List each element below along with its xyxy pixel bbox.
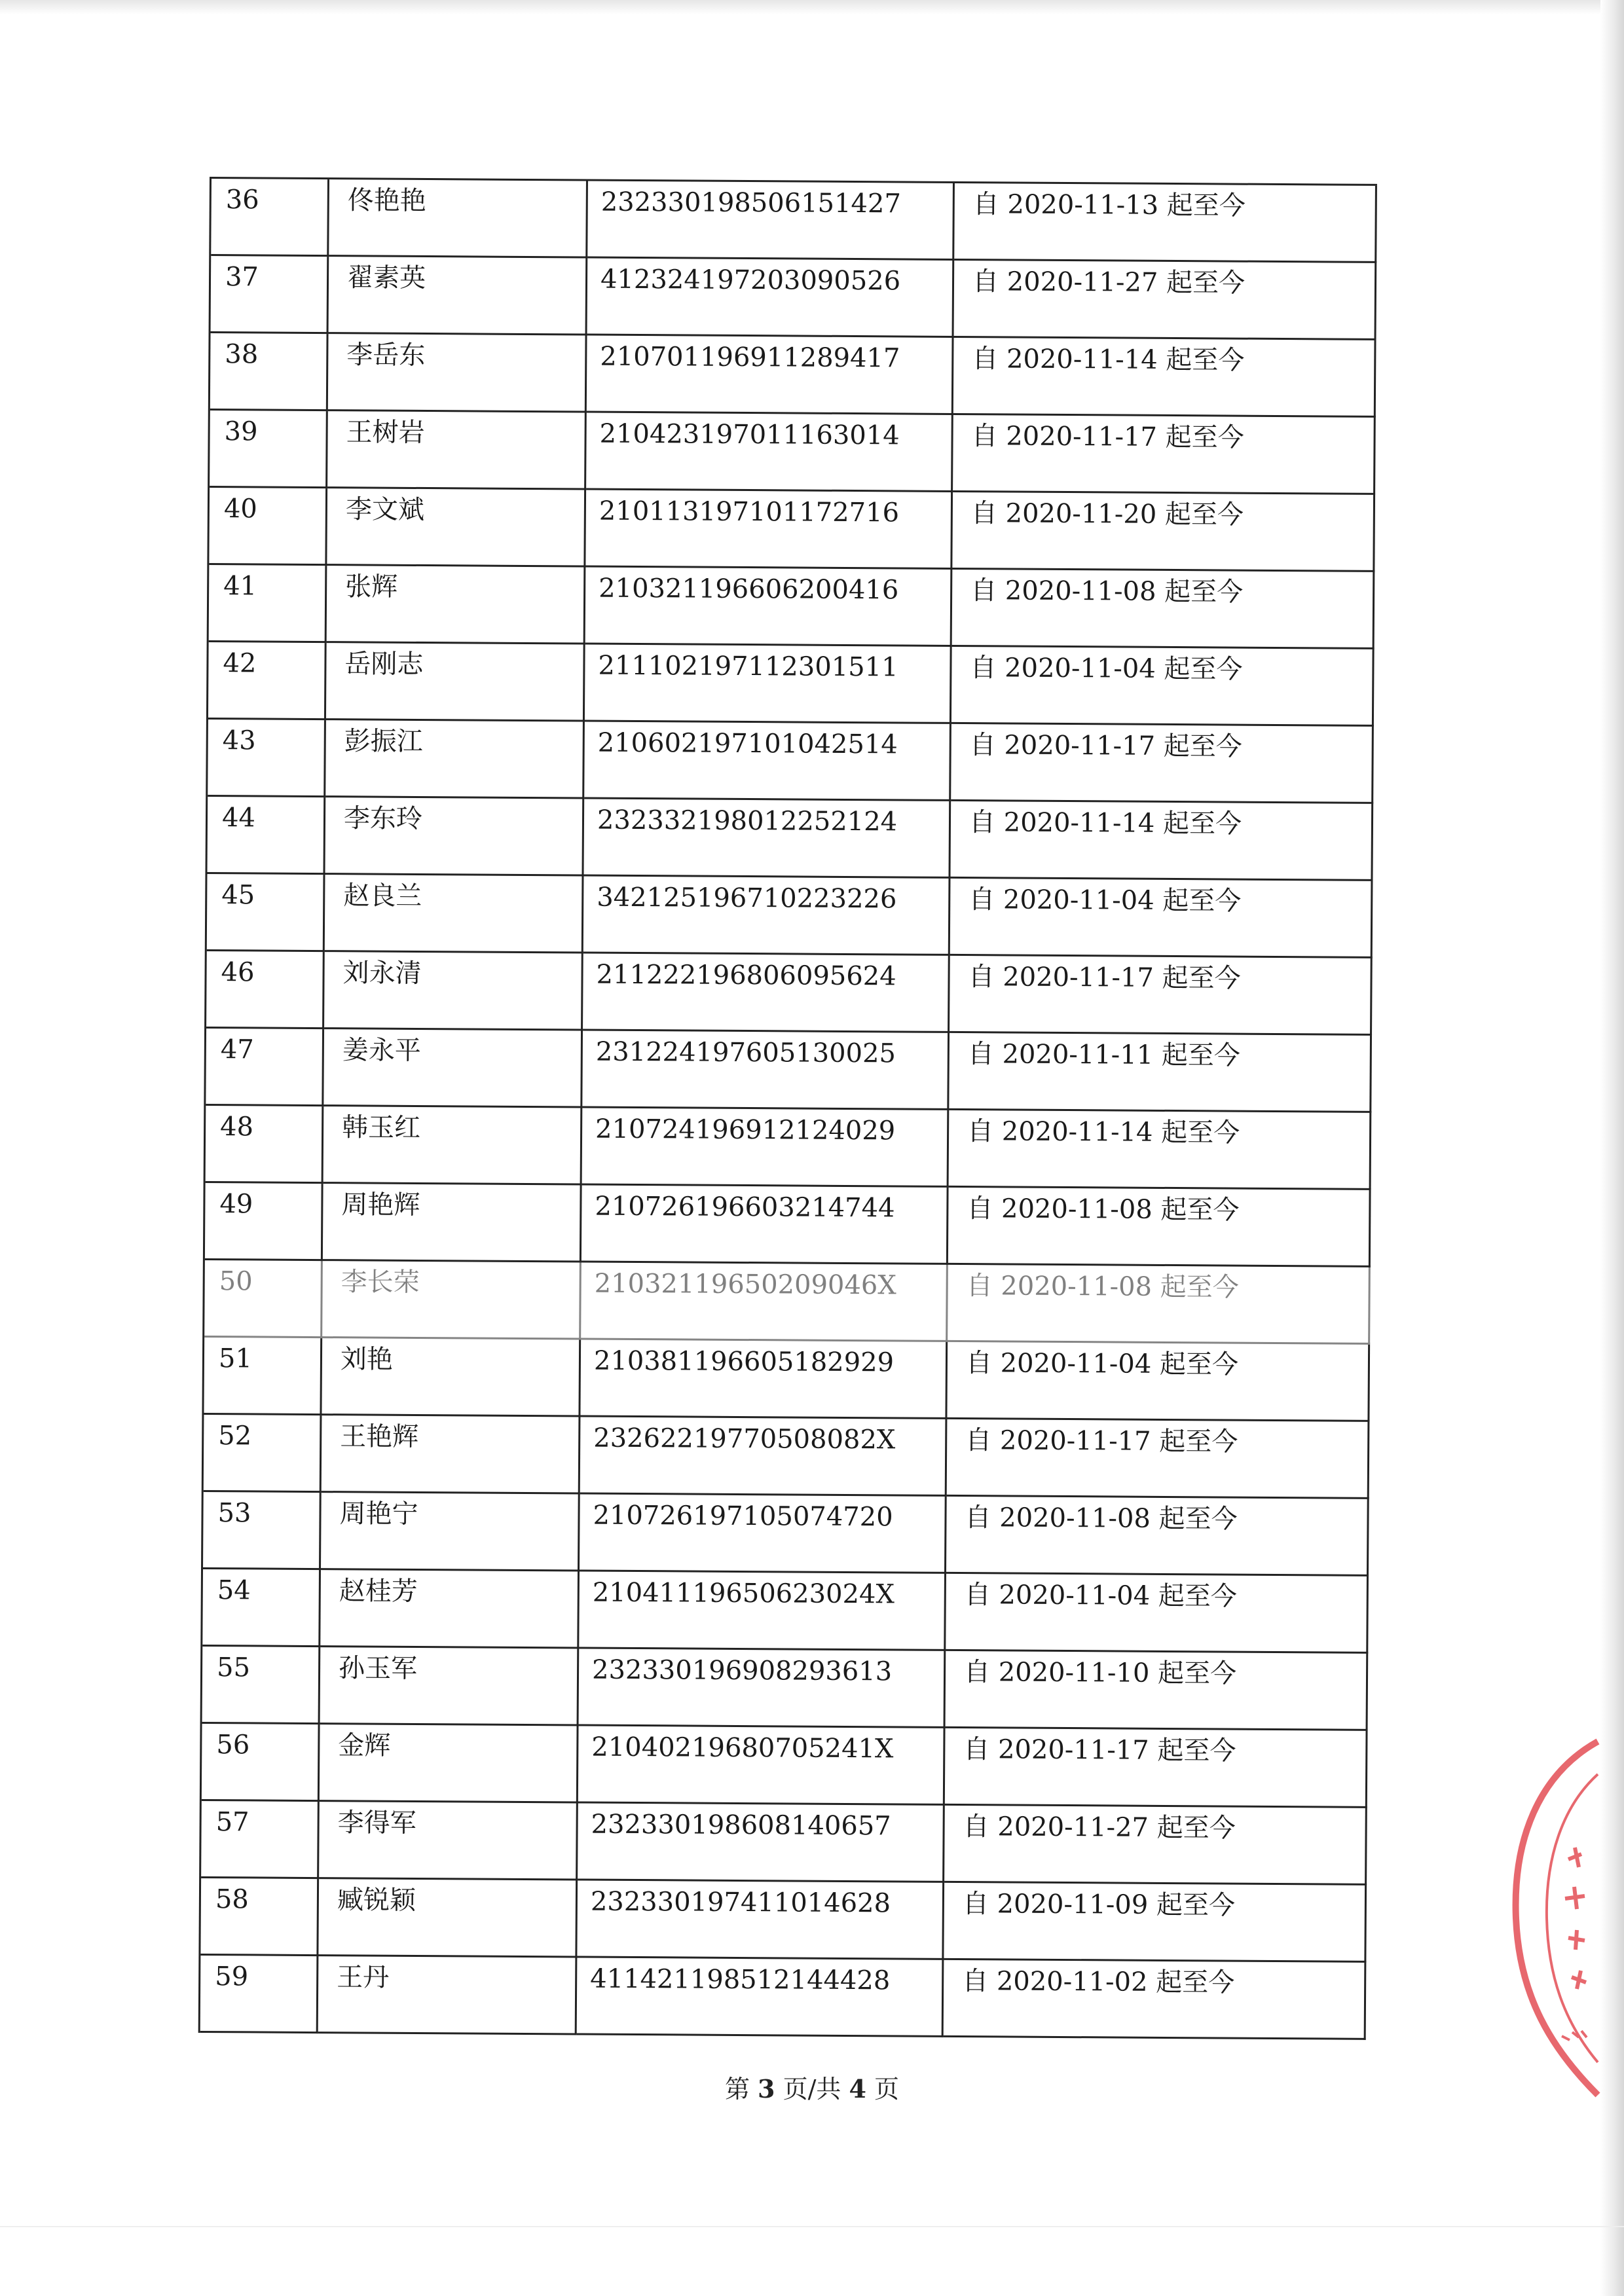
current-page-number: 3: [758, 2074, 775, 2104]
person-name: 臧锐颖: [318, 1879, 578, 1958]
scan-line-bottom: [0, 2226, 1624, 2227]
id-number: 210113197101172716: [585, 490, 953, 570]
id-number: 342125196710223226: [583, 877, 951, 956]
seal-outer-arc: [1516, 1741, 1598, 2095]
table-row: [204, 1415, 1370, 1499]
id-number: 210321196606200416: [585, 568, 953, 647]
row-number: 49: [205, 1183, 323, 1261]
id-number: 232330197411014628: [577, 1880, 944, 1959]
table-row: [203, 1492, 1369, 1576]
table-row: [206, 951, 1373, 1036]
id-number: 210381196605182929: [580, 1339, 948, 1419]
row-number: 56: [202, 1724, 320, 1802]
employment-period: 自 2020-11-04 起至今: [946, 1574, 1369, 1654]
employment-period: 自 2020-11-17 起至今: [951, 724, 1374, 804]
id-number: 210724196912124029: [582, 1108, 950, 1188]
id-number: 231224197605130025: [582, 1031, 950, 1110]
person-name: 张辉: [327, 566, 586, 644]
person-name: 韩玉红: [323, 1106, 583, 1185]
id-number: 210602197101042514: [584, 722, 951, 801]
employment-period: 自 2020-11-04 起至今: [950, 879, 1373, 958]
employment-period: 自 2020-11-02 起至今: [944, 1960, 1367, 2040]
table-row: [200, 1956, 1367, 2040]
page-footer-middle: 页/共: [783, 2075, 841, 2104]
table-row: [201, 1801, 1367, 1886]
company-seal-stamp: [1500, 1735, 1611, 2102]
person-name: 王丹: [318, 1956, 578, 2035]
row-number: 54: [202, 1569, 321, 1647]
table-row: [204, 1338, 1370, 1422]
table-row: [202, 1647, 1369, 1731]
row-number: 48: [206, 1106, 324, 1184]
row-number: 38: [210, 333, 329, 411]
person-name: 李长荣: [322, 1261, 581, 1339]
employment-period: 自 2020-11-20 起至今: [952, 492, 1375, 572]
page-footer-suffix: 页: [874, 2075, 900, 2104]
row-number: 52: [204, 1415, 322, 1493]
person-name: 周艳宁: [321, 1493, 580, 1571]
person-name: 金辉: [320, 1724, 579, 1803]
row-number: 45: [207, 874, 325, 952]
person-name: 刘永清: [324, 952, 583, 1030]
row-number: 50: [204, 1260, 323, 1338]
scan-edge-top: [0, 0, 1624, 14]
row-number: 51: [204, 1338, 322, 1415]
person-name: 姜永平: [323, 1029, 583, 1108]
table-row: [205, 1183, 1371, 1267]
id-number: 232330196908293613: [579, 1649, 946, 1728]
row-number: 58: [200, 1878, 319, 1956]
employment-period: 自 2020-11-09 起至今: [944, 1883, 1367, 1963]
id-number: 411421198512144428: [577, 1958, 944, 2037]
table-row: [208, 720, 1374, 804]
employment-period: 自 2020-11-04 起至今: [951, 647, 1375, 727]
table-row: [211, 256, 1377, 340]
personnel-table: [198, 177, 1377, 2040]
row-number: 55: [202, 1647, 321, 1724]
person-name: 周艳辉: [323, 1184, 582, 1262]
employment-period: 自 2020-11-13 起至今: [954, 183, 1377, 263]
table-row: [206, 1106, 1372, 1190]
row-number: 40: [209, 488, 327, 566]
row-number: 43: [208, 720, 326, 797]
employment-period: 自 2020-11-27 起至今: [944, 1806, 1367, 1886]
person-name: 佟艳艳: [329, 179, 588, 258]
row-number: 44: [207, 797, 325, 875]
table-row: [202, 1724, 1368, 1808]
person-name: 彭振江: [325, 720, 585, 799]
employment-period: 自 2020-11-14 起至今: [949, 1110, 1372, 1190]
table-row: [202, 1569, 1369, 1654]
id-number: 232330198506151427: [587, 181, 955, 261]
id-number: 412324197203090526: [587, 259, 955, 338]
id-number: 211222196806095624: [583, 954, 950, 1033]
id-number: 211102197112301511: [585, 645, 952, 724]
id-number: 210726197105074720: [580, 1494, 947, 1573]
table-row: [208, 642, 1375, 727]
employment-period: 自 2020-11-08 起至今: [948, 1265, 1371, 1345]
table-row: [206, 1029, 1372, 1113]
employment-period: 自 2020-11-17 起至今: [950, 956, 1373, 1036]
table-row: [207, 874, 1373, 958]
page-footer-prefix: 第: [724, 2075, 750, 2104]
employment-period: 自 2020-11-08 起至今: [946, 1497, 1369, 1576]
row-number: 37: [211, 256, 329, 334]
id-number: 21041119650623024X: [579, 1571, 946, 1650]
id-number: 21040219680705241X: [578, 1726, 946, 1805]
row-number: 42: [208, 642, 327, 720]
person-name: 赵桂芳: [320, 1570, 580, 1649]
employment-period: 自 2020-11-10 起至今: [946, 1651, 1369, 1731]
employment-period: 自 2020-11-14 起至今: [953, 338, 1376, 418]
table-row: [204, 1260, 1371, 1345]
person-name: 王树岩: [327, 411, 587, 490]
table-row: [207, 797, 1373, 881]
row-number: 53: [203, 1492, 322, 1570]
person-name: 李岳东: [328, 334, 587, 412]
id-number: 232330198608140657: [578, 1803, 945, 1882]
person-name: 赵良兰: [325, 875, 584, 953]
employment-period: 自 2020-11-27 起至今: [954, 261, 1377, 340]
table-row: [210, 410, 1376, 495]
table-row: [210, 333, 1376, 418]
seal-inner-arc: [1547, 1774, 1598, 2062]
employment-period: 自 2020-11-14 起至今: [950, 801, 1373, 881]
row-number: 39: [210, 410, 328, 488]
seal-serial-number: [1562, 2031, 1587, 2040]
employment-period: 自 2020-11-17 起至今: [953, 415, 1376, 495]
row-number: 41: [209, 565, 327, 643]
table-row: [200, 1878, 1367, 1963]
person-name: 李东玲: [325, 797, 584, 876]
person-name: 岳刚志: [326, 643, 585, 721]
person-name: 孙玉军: [320, 1647, 580, 1726]
seal-characters: [1565, 1848, 1586, 1989]
id-number: 210423197011163014: [586, 413, 953, 492]
person-name: 李得军: [319, 1802, 578, 1880]
employment-period: 自 2020-11-17 起至今: [945, 1728, 1368, 1808]
employment-period: 自 2020-11-04 起至今: [947, 1342, 1370, 1422]
employment-period: 自 2020-11-17 起至今: [947, 1419, 1370, 1499]
id-number: 21032119650209046X: [581, 1262, 948, 1341]
person-name: 李文斌: [327, 488, 586, 567]
id-number: 232332198012252124: [583, 799, 951, 879]
id-number: 210726196603214744: [581, 1186, 949, 1265]
row-number: 59: [200, 1956, 319, 2033]
person-name: 王艳辉: [322, 1415, 581, 1494]
table-row: [211, 179, 1377, 263]
row-number: 57: [201, 1801, 320, 1879]
id-number: 23262219770508082X: [580, 1417, 948, 1496]
table-row: [209, 488, 1375, 572]
row-number: 36: [211, 179, 329, 257]
person-name: 刘艳: [322, 1338, 581, 1417]
employment-period: 自 2020-11-08 起至今: [952, 570, 1375, 649]
page-footer: [0, 2069, 1624, 2105]
employment-period: 自 2020-11-08 起至今: [948, 1188, 1371, 1267]
id-number: 210701196911289417: [587, 336, 954, 415]
total-pages-number: 4: [849, 2074, 866, 2104]
row-number: 47: [206, 1029, 324, 1106]
table-row: [209, 565, 1375, 649]
employment-period: 自 2020-11-11 起至今: [949, 1033, 1372, 1113]
person-name: 翟素英: [329, 257, 588, 335]
row-number: 46: [206, 951, 325, 1029]
